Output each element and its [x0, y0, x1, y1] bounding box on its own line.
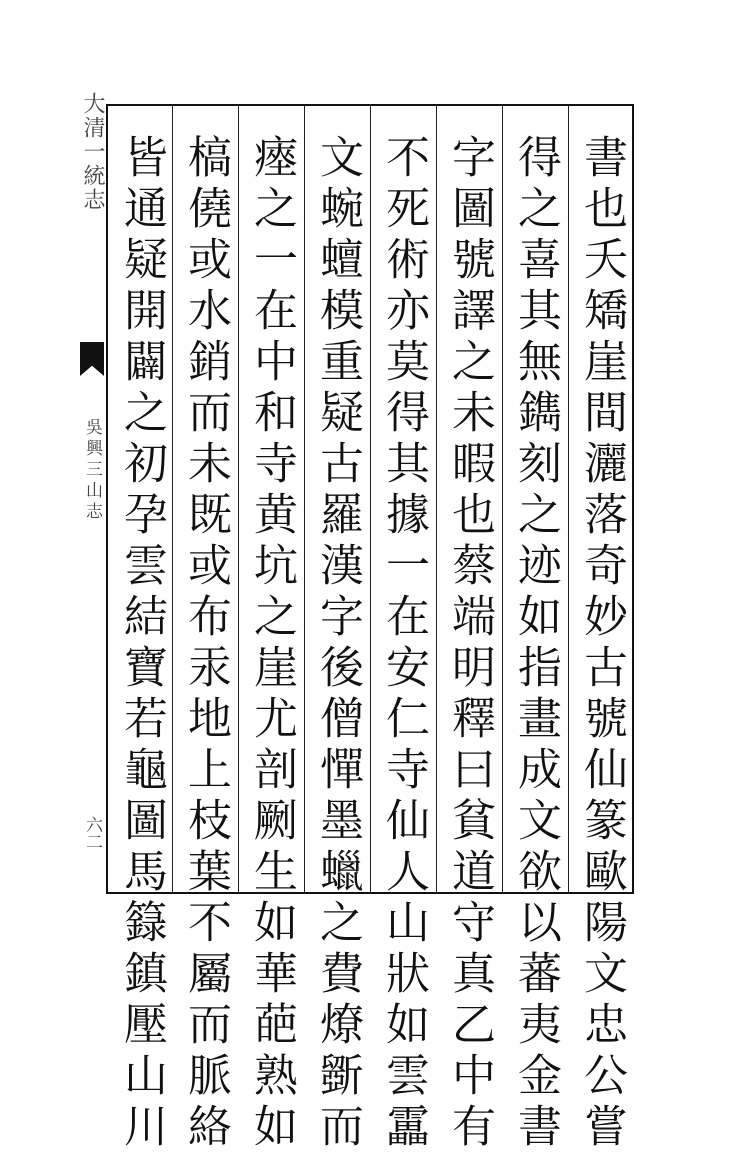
- text-column-8: 皆通疑開闢之初孕雲結寶若龜圖馬籙鎮壓山川: [116, 134, 167, 1154]
- margin-edge-text: 大清一統志: [80, 92, 105, 212]
- text-column-4: 不死術亦莫得其據一在安仁寺仙人山狀如雲靁: [378, 134, 429, 1154]
- text-column-1: 書也夭矯崖間灑落奇妙古號仙篆歐陽文忠公嘗: [576, 134, 627, 1154]
- text-column-6: 瘞之一在中和寺黄坑之崖尤剖劂生如華葩熟如: [246, 134, 297, 1154]
- page-margin-strip: [78, 92, 106, 912]
- text-column-7: 槁僥或水銷而未既或布汞地上枝葉不屬而脈絡: [180, 134, 231, 1154]
- margin-book-title: 吳興三山志: [82, 418, 102, 523]
- fishtail-mark-icon: [80, 342, 104, 376]
- text-column-5: 文蜿蟺模重疑古羅漢字後僧憚墨蠟之費燎斵而: [312, 134, 363, 1154]
- margin-folio-number: 六二: [82, 816, 102, 850]
- text-frame: [106, 104, 634, 1154]
- text-column-2: 得之喜其無鐫刻之迹如指畫成文欲以蕃夷金書: [510, 134, 561, 1154]
- text-column-3: 字圖號譯之未暇也蔡端明釋曰貧道守真乙中有: [444, 134, 495, 1154]
